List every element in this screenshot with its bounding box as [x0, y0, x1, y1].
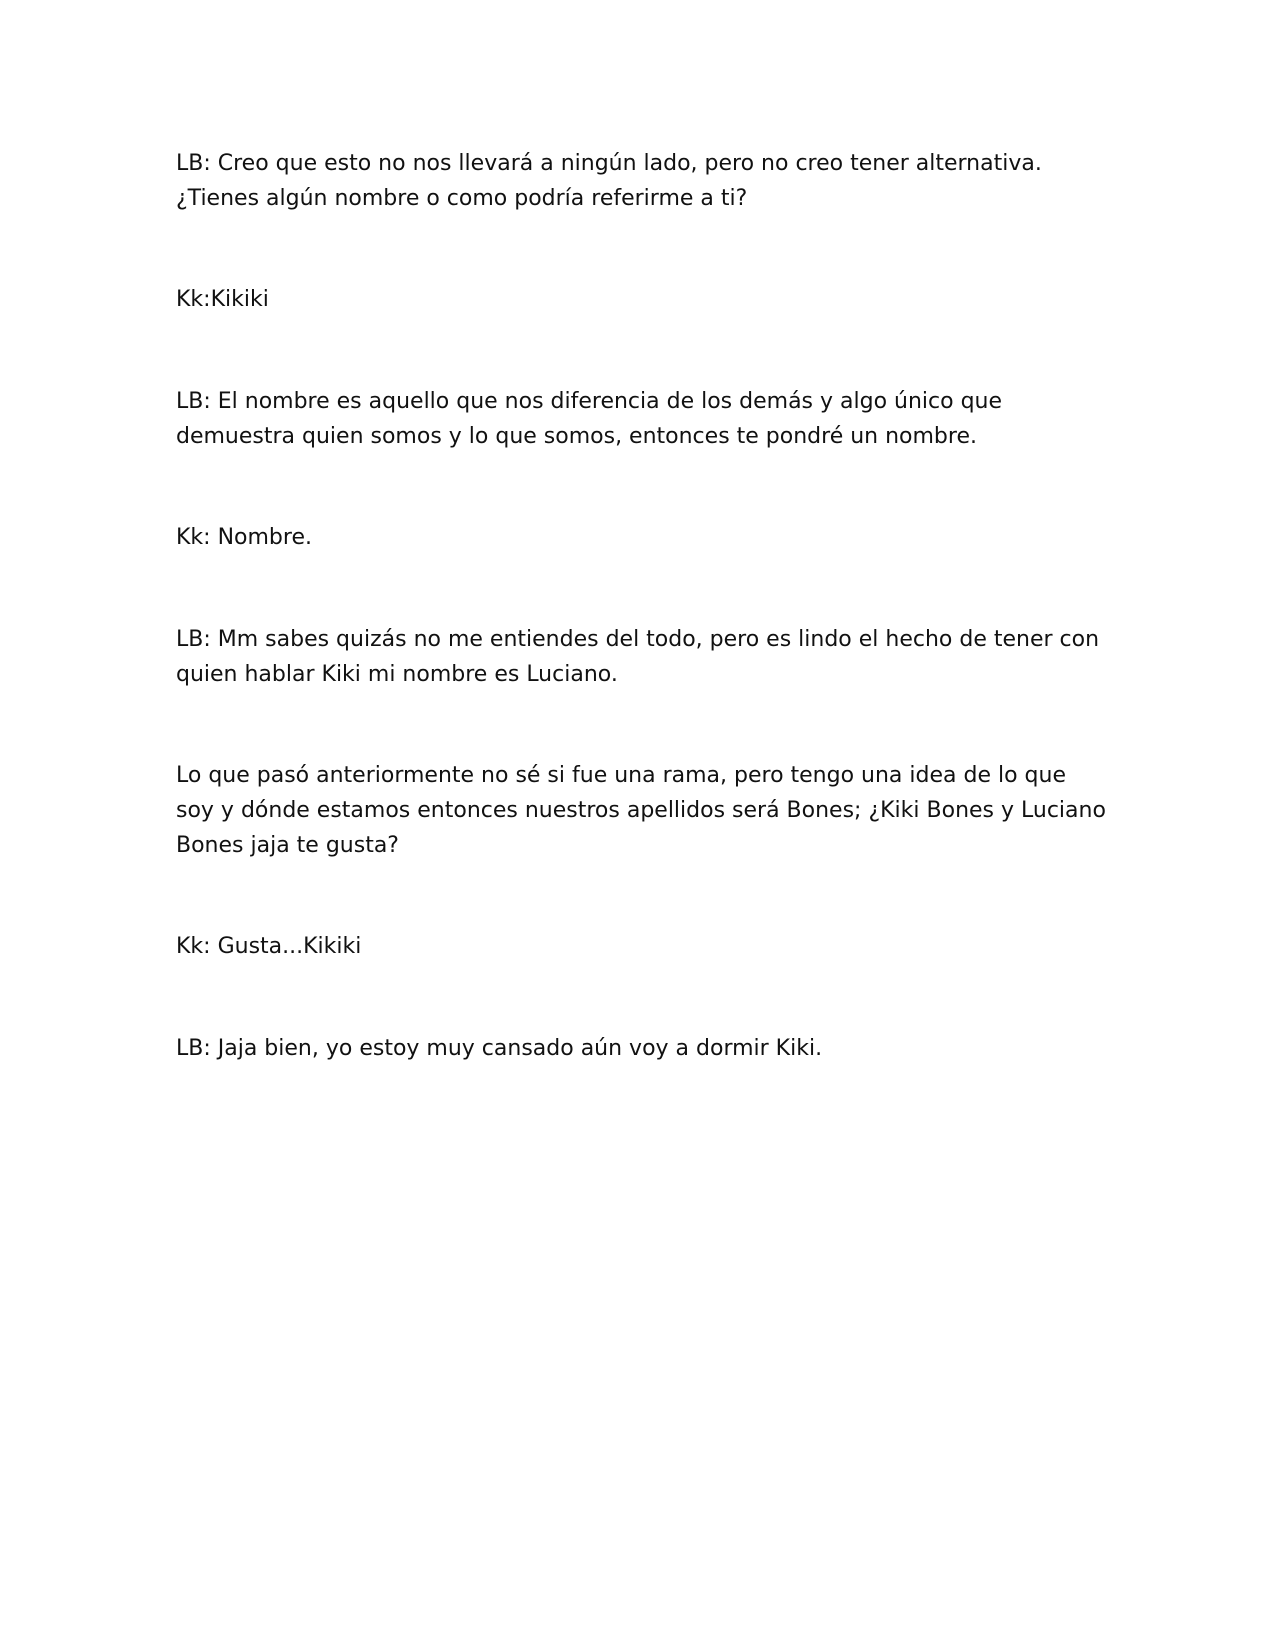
paragraph-lb-4 [176, 1031, 1116, 1066]
text-line: Kk:Kikiki [176, 287, 269, 312]
text-line: LB: Jaja bien, yo estoy muy cansado aún voy a dormir Kiki. [176, 1036, 823, 1061]
text-line: soy y dónde estamos entonces nuestros apellidos será Bones; ¿Kiki Bones y Luciano [176, 798, 1106, 823]
text-line: Lo que pasó anteriormente no sé si fue una rama, pero tengo una idea de lo que [176, 763, 1066, 788]
paragraph-kk-2 [176, 520, 1116, 555]
text-line: LB: Mm sabes quizás no me entiendes del todo, pero es lindo el hecho de tener con [176, 627, 1100, 652]
text-line: LB: El nombre es aquello que nos diferencia de los demás y algo único que [176, 389, 1003, 414]
text-line: Kk: Gusta...Kikiki [176, 934, 362, 959]
text-line: Kk: Nombre. [176, 525, 312, 550]
paragraph-lb-3 [176, 622, 1116, 692]
text-line: quien hablar Kiki mi nombre es Luciano. [176, 662, 618, 687]
paragraph-lb-2 [176, 384, 1116, 454]
paragraph-kk-1 [176, 282, 1116, 317]
text-line: demuestra quien somos y lo que somos, entonces te pondré un nombre. [176, 424, 977, 449]
paragraph-kk-3 [176, 929, 1116, 964]
paragraph-narration [176, 758, 1116, 863]
text-line: ¿Tienes algún nombre o como podría referirme a ti? [176, 186, 748, 211]
paragraph-lb-1 [176, 146, 1116, 216]
text-line: LB: Creo que esto no nos llevará a ningún lado, pero no creo tener alternativa. [176, 151, 1042, 176]
text-line: Bones jaja te gusta? [176, 833, 399, 858]
